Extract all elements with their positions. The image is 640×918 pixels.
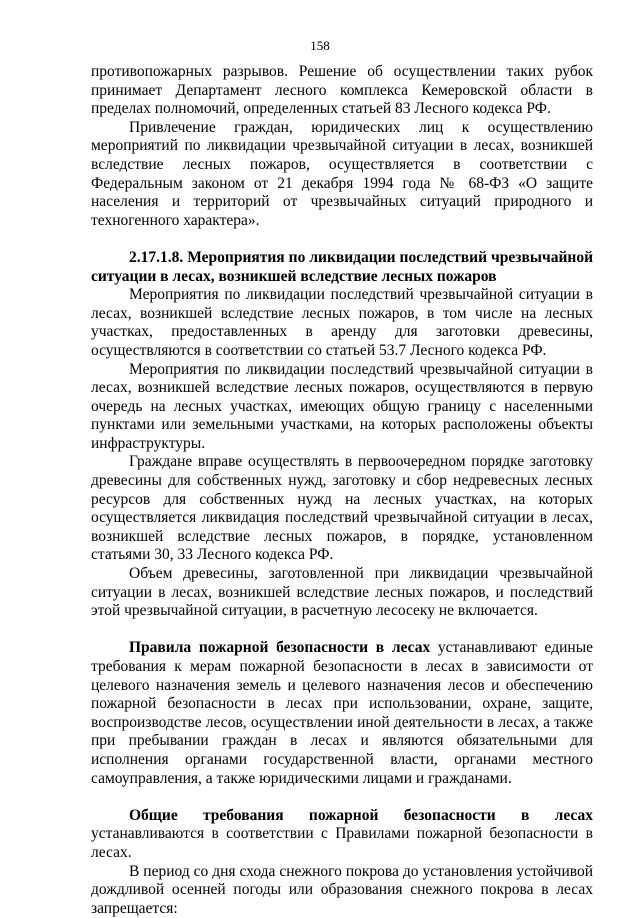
paragraph-fire-safety-rules — [91, 639, 593, 788]
document-body — [91, 63, 593, 918]
section-heading: 2.17.1.8. Мероприятия по ликвидации последствий чрезвычайной ситуации в лесах, возникшей вследствие лесных пожаров — [91, 248, 593, 285]
paragraph-timber-volume: Объем древесины, заготовленной при ликвидации чрезвычайной ситуации в лесах, возникшей вследствие лесных пожаров, и последствий этой чрезвычайной ситуации, в расчетную лесосеку не включается. — [91, 565, 593, 620]
spacer — [91, 788, 593, 807]
fire-safety-rules-text: устанавливают единые требования к мерам пожарной безопасности в лесах в зависимости от целевого назначения земель и целевого назначения лесов и обеспечению пожарной безопасности в лесах при использовании, охране, защите, воспроизводстве лесов, осуществлении иной деятельности в лесах, а также при пребывании граждан в лесах и являются обязательными для исполнения органами государственной власти, органами местного самоуправления, а также юридическими лицами и гражданами. — [91, 639, 593, 787]
paragraph-general-requirements — [91, 807, 593, 863]
paragraph-prohibited-period: В период со дня схода снежного покрова до установления устойчивой дождливой осенней погоды или образования снежного покрова в лесах запрещается: — [91, 862, 593, 917]
general-requirements-term: Общие требования пожарной безопасности в лесах — [129, 806, 593, 824]
fire-safety-rules-term: Правила пожарной безопасности в лесах — [129, 639, 431, 657]
paragraph-priority-areas: Мероприятия по ликвидации последствий чрезвычайной ситуации в лесах, возникшей вследствие лесных пожаров, осуществляются в первую очередь на лесных участках, имеющих общую границу с населенными пунктами или земельными участками, на которых расположены объекты инфраструктуры. — [91, 360, 593, 452]
paragraph-citizen-harvesting: Граждане вправе осуществлять в первоочередном порядке заготовку древесины для собственных нужд, заготовку и сбор недревесных лесных ресурсов для собственных нужд на лесных участках, на которых осуществляется ликвидация последствий чрезвычайной ситуации в лесах, возникшей вследствие лесных пожаров, в порядке, установленном статьями 30, 33 Лесного кодекса РФ. — [91, 453, 593, 564]
paragraph-firebreaks: противопожарных разрывов. Решение об осуществлении таких рубок принимает Департамент лесного комплекса Кемеровской области в пределах полномочий, определенных статьей 83 Лесного кодекса РФ. — [91, 63, 593, 118]
spacer — [91, 230, 593, 249]
general-requirements-text: устанавливаются в соответствии с Правилами пожарной безопасности в лесах. — [91, 825, 593, 861]
page-number: 158 — [310, 38, 330, 53]
paragraph-aftermath-measures: Мероприятия по ликвидации последствий чрезвычайной ситуации в лесах, возникшей вследствие лесных пожаров, в том числе на лесных участках, предоставленных в аренду для заготовки древесины, осуществляются в соответствии со статьей 53.7 Лесного кодекса РФ. — [91, 286, 593, 359]
paragraph-citizen-involvement: Привлечение граждан, юридических лиц к осуществлению мероприятий по ликвидации чрезвычайной ситуации в лесах, возникшей вследствие лесных пожаров, осуществляется в соответствии с Федеральным законом от 21 декабря 1994 года № 68-ФЗ «О защите населения и территорий от чрезвычайных ситуаций природного и техногенного характера». — [91, 118, 593, 229]
spacer — [91, 621, 593, 640]
